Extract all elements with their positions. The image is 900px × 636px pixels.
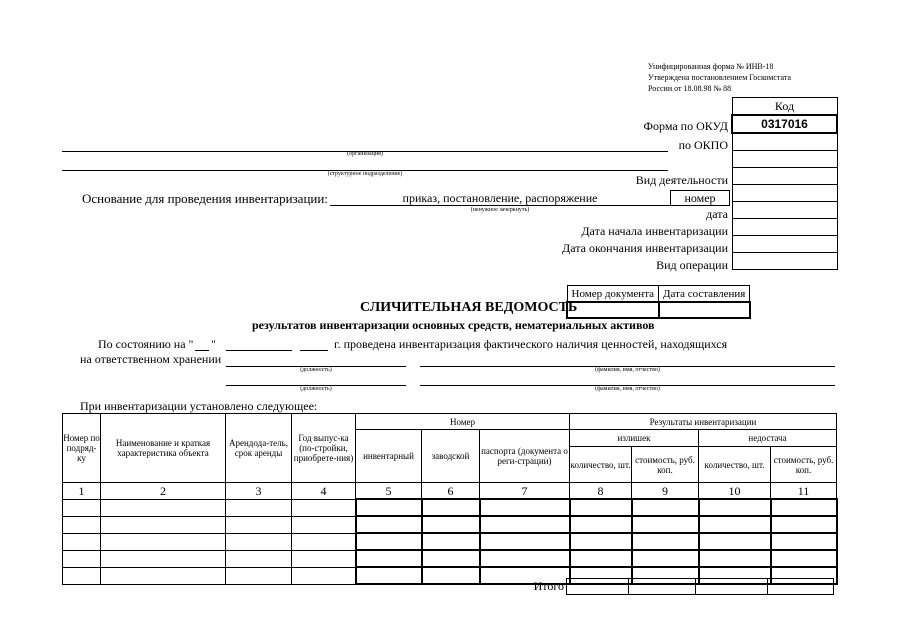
position-caption-1: (должность) — [300, 367, 332, 373]
table-cell[interactable] — [101, 499, 226, 516]
basis-date-value[interactable] — [732, 202, 837, 219]
results-group-header: Результаты инвентаризации — [570, 414, 837, 430]
col-name-header: Наименование и краткая характеристика объекта — [101, 414, 226, 483]
okud-value: 0317016 — [732, 115, 837, 133]
table-cell[interactable] — [226, 499, 292, 516]
table-cell[interactable] — [632, 550, 699, 567]
number-group-header: Номер — [356, 414, 570, 430]
unit-caption: (структурное подразделение) — [327, 171, 403, 177]
start-date-value[interactable] — [732, 219, 837, 236]
okpo-label: по ОКПО — [678, 138, 728, 152]
shortage-cost-header: стоимость, руб. коп. — [771, 447, 837, 483]
table-row — [63, 516, 837, 533]
table-cell[interactable] — [101, 567, 226, 584]
col-factory-header: заводской — [422, 430, 480, 483]
table-row — [63, 533, 837, 550]
activity-label: Вид деятельности — [635, 173, 728, 187]
doc-table — [566, 285, 751, 319]
table-cell[interactable] — [292, 567, 356, 584]
activity-value[interactable] — [732, 168, 837, 185]
surplus-qty-header: количество, шт. — [570, 447, 632, 483]
established-label: При инвентаризации установлено следующее: — [80, 399, 318, 413]
col-number: 7 — [480, 483, 570, 500]
date-label: дата — [706, 207, 728, 221]
surplus-cost-header: стоимость, руб. коп. — [632, 447, 699, 483]
table-row — [63, 550, 837, 567]
quote-close: " — [211, 337, 216, 351]
table-cell[interactable] — [101, 533, 226, 550]
basis-label: Основание для проведения инвентаризации: — [82, 191, 328, 206]
table-cell[interactable] — [570, 550, 632, 567]
table-cell[interactable] — [771, 499, 837, 516]
column-numbers-row — [63, 483, 837, 500]
doc-date-header: Дата составления — [659, 286, 750, 303]
year-text: г. проведена инвентаризация фактического наличия ценностей, находящихся — [334, 337, 728, 351]
unit-code-value[interactable] — [732, 151, 837, 168]
total-surplus-cost[interactable] — [629, 579, 696, 595]
table-cell[interactable] — [422, 567, 480, 584]
results-table — [62, 413, 838, 585]
table-cell[interactable] — [771, 533, 837, 550]
table-cell[interactable] — [632, 499, 699, 516]
okud-label: Форма по ОКУД — [643, 119, 728, 133]
col-number: 2 — [101, 483, 226, 500]
total-shortage-cost[interactable] — [768, 579, 834, 595]
table-cell[interactable] — [422, 533, 480, 550]
table-cell[interactable] — [699, 516, 771, 533]
col-number: 5 — [356, 483, 422, 500]
table-cell[interactable] — [699, 499, 771, 516]
col-number: 1 — [63, 483, 101, 500]
col-year-header: Год выпус-ка (по-стройки, приобрете-ния) — [292, 414, 356, 483]
col-inventory-header: инвентарный — [356, 430, 422, 483]
codes-head: Код — [732, 98, 837, 116]
shortage-header: недостача — [699, 430, 837, 447]
start-date-label: Дата начала инвентаризации — [581, 224, 728, 238]
table-cell[interactable] — [632, 516, 699, 533]
codes-table — [731, 97, 838, 270]
col-number: 10 — [699, 483, 771, 500]
doc-date-value[interactable] — [659, 302, 750, 318]
table-cell[interactable] — [480, 533, 570, 550]
page-title: СЛИЧИТЕЛЬНАЯ ВЕДОМОСТЬ — [360, 300, 578, 315]
col-number: 8 — [570, 483, 632, 500]
table-cell[interactable] — [292, 516, 356, 533]
end-date-value[interactable] — [732, 236, 837, 253]
table-cell[interactable] — [422, 550, 480, 567]
table-cell[interactable] — [480, 550, 570, 567]
page-subtitle: результатов инвентаризации основных средств, нематериальных активов — [252, 318, 655, 332]
doc-number-header: Номер документа — [567, 286, 659, 303]
table-cell[interactable] — [101, 550, 226, 567]
table-row — [63, 499, 837, 516]
operation-label: Вид операции — [656, 258, 728, 272]
table-cell[interactable] — [63, 533, 101, 550]
form-header-line2: Утверждена постановлением Госкомстата — [648, 73, 791, 82]
total-shortage-qty[interactable] — [696, 579, 768, 595]
table-cell[interactable] — [226, 550, 292, 567]
month-line[interactable] — [226, 350, 292, 351]
table-cell[interactable] — [480, 516, 570, 533]
table-cell[interactable] — [699, 550, 771, 567]
doc-number-value[interactable] — [567, 302, 659, 318]
col-passport-header: паспорта (документа о реги-страции) — [480, 430, 570, 483]
custody-label: на ответственном хранении — [80, 352, 222, 366]
basis-number-value[interactable] — [732, 185, 837, 202]
as-of-label: По состоянию на " — [98, 337, 194, 351]
shortage-qty-header: количество, шт. — [699, 447, 771, 483]
table-cell[interactable] — [356, 550, 422, 567]
table-cell[interactable] — [63, 567, 101, 584]
table-cell[interactable] — [63, 550, 101, 567]
operation-value[interactable] — [732, 253, 837, 270]
table-cell[interactable] — [422, 516, 480, 533]
year-line[interactable] — [300, 350, 328, 351]
table-cell[interactable] — [63, 499, 101, 516]
table-cell[interactable] — [356, 567, 422, 584]
table-cell[interactable] — [356, 533, 422, 550]
table-cell[interactable] — [480, 499, 570, 516]
table-cell[interactable] — [226, 533, 292, 550]
table-cell[interactable] — [699, 533, 771, 550]
col-number: 11 — [771, 483, 837, 500]
day-line[interactable] — [195, 350, 209, 351]
name-caption-1: (фамилия, имя, отчество) — [595, 367, 660, 373]
number-label: номер — [670, 190, 730, 206]
okpo-value[interactable] — [732, 133, 837, 151]
table-cell[interactable] — [226, 567, 292, 584]
table-cell[interactable] — [292, 499, 356, 516]
table-cell[interactable] — [422, 499, 480, 516]
form-header-line1: Унифицированная форма № ИНВ-18 — [648, 62, 774, 71]
form-header-line3: России от 18.08.98 № 88 — [648, 84, 732, 93]
table-cell[interactable] — [226, 516, 292, 533]
col-number: 3 — [226, 483, 292, 500]
col-number: 9 — [632, 483, 699, 500]
table-cell[interactable] — [771, 550, 837, 567]
table-cell[interactable] — [63, 516, 101, 533]
table-cell[interactable] — [632, 533, 699, 550]
table-cell[interactable] — [101, 516, 226, 533]
table-cell[interactable] — [356, 499, 422, 516]
table-cell[interactable] — [570, 499, 632, 516]
basis-value: приказ, постановление, распоряжение — [402, 191, 598, 205]
col-number: 6 — [422, 483, 480, 500]
col-no-header: Номер по подряд-ку — [63, 414, 101, 483]
table-cell[interactable] — [771, 516, 837, 533]
position-caption-2: (должность) — [300, 386, 332, 392]
surplus-header: излишек — [570, 430, 699, 447]
end-date-label: Дата окончания инвентаризации — [562, 241, 728, 255]
table-cell[interactable] — [570, 516, 632, 533]
table-cell[interactable] — [570, 533, 632, 550]
name-caption-2: (фамилия, имя, отчество) — [595, 386, 660, 392]
col-number: 4 — [292, 483, 356, 500]
col-lessee-header: Арендода-тель, срок аренды — [226, 414, 292, 483]
table-cell[interactable] — [292, 550, 356, 567]
basis-caption: (ненужное зачеркнуть) — [470, 207, 530, 213]
total-label: Итого — [533, 579, 564, 593]
total-surplus-qty[interactable] — [567, 579, 629, 595]
org-caption: (организация) — [347, 151, 383, 157]
table-cell[interactable] — [356, 516, 422, 533]
total-table — [566, 578, 834, 595]
table-cell[interactable] — [292, 533, 356, 550]
form-header — [648, 61, 791, 94]
